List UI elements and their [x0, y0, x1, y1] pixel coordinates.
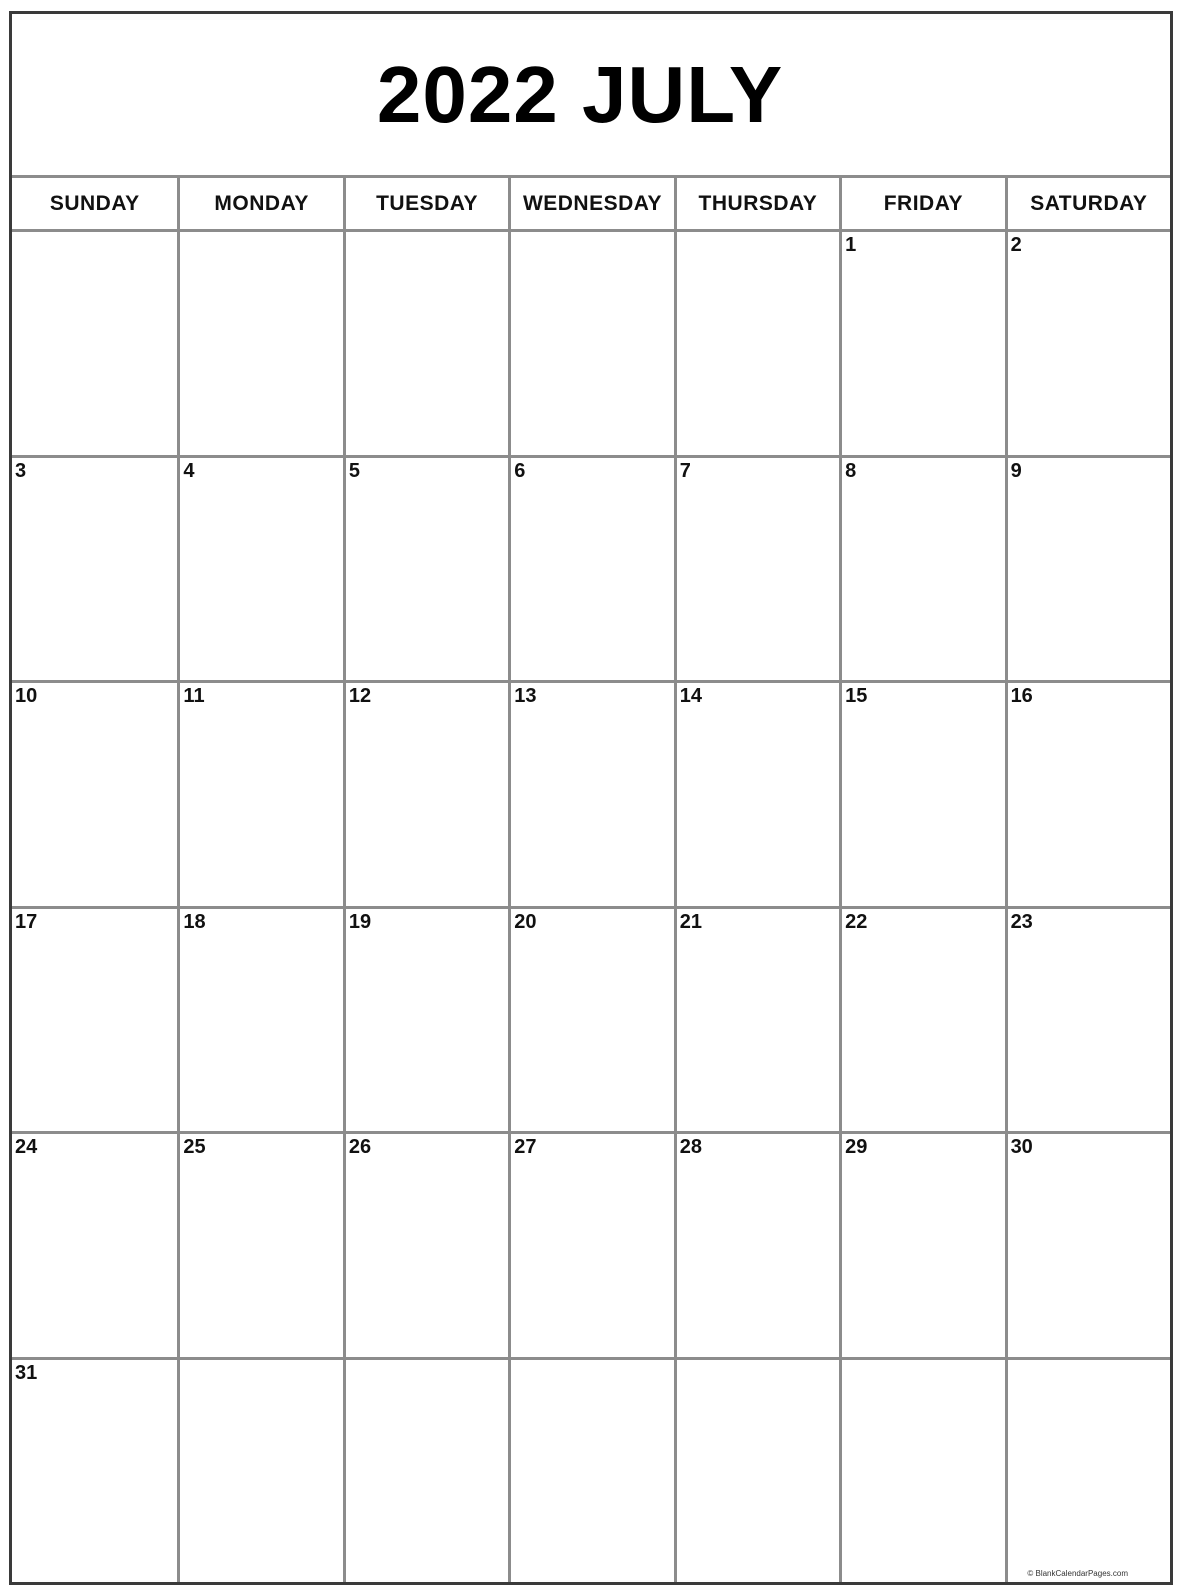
day-cell [343, 1357, 508, 1583]
day-cell [177, 1357, 342, 1583]
day-cell [508, 1357, 673, 1583]
day-cell [1005, 1131, 1170, 1357]
day-cell [674, 906, 839, 1132]
day-number: 28 [679, 1136, 702, 1158]
credit-text: © BlankCalendarPages.com [1027, 1569, 1128, 1578]
day-cell [508, 455, 673, 681]
day-cell [674, 229, 839, 455]
day-number: 10 [15, 685, 38, 707]
weekday-header-thursday: THURSDAY [674, 175, 839, 229]
day-cell [12, 1131, 177, 1357]
calendar-frame [9, 11, 1173, 1585]
day-number: 9 [1010, 459, 1022, 482]
day-number: 16 [1010, 685, 1033, 707]
day-number: 25 [183, 1136, 206, 1158]
day-cell [12, 1357, 177, 1583]
day-number: 27 [514, 1136, 537, 1158]
day-cell [508, 906, 673, 1132]
day-number: 31 [15, 1361, 38, 1384]
day-cell [839, 229, 1004, 455]
day-cell [839, 1131, 1004, 1357]
day-cell [839, 455, 1004, 681]
weekday-header-wednesday: WEDNESDAY [508, 175, 673, 229]
day-cell [343, 906, 508, 1132]
day-cell [343, 455, 508, 681]
day-number: 3 [15, 459, 27, 482]
weekday-header-saturday: SATURDAY [1005, 175, 1170, 229]
day-cell [1005, 906, 1170, 1132]
day-cell [1005, 229, 1170, 455]
day-number: 12 [348, 685, 372, 707]
day-cell [177, 906, 342, 1132]
day-cell [12, 680, 177, 906]
day-cell [1005, 680, 1170, 906]
day-number: 19 [348, 910, 372, 933]
day-cell [839, 1357, 1004, 1583]
title-bar [12, 14, 1170, 175]
day-cell [839, 906, 1004, 1132]
weekday-header-sunday: SUNDAY [12, 175, 177, 229]
day-cell [343, 1131, 508, 1357]
day-number: 1 [845, 234, 857, 256]
day-cell [1005, 1357, 1170, 1583]
day-number: 22 [845, 910, 868, 933]
day-number: 4 [183, 459, 195, 482]
day-number: 14 [679, 685, 702, 707]
day-cell [1005, 455, 1170, 681]
day-cell [674, 680, 839, 906]
day-number: 11 [183, 685, 205, 707]
day-number: 24 [15, 1136, 38, 1158]
day-number: 26 [348, 1136, 372, 1158]
day-number: 2 [1010, 234, 1022, 256]
day-cell [508, 680, 673, 906]
day-number: 13 [514, 685, 537, 707]
day-cell [674, 1357, 839, 1583]
day-number: 23 [1010, 910, 1033, 933]
day-cell [177, 229, 342, 455]
day-number: 18 [183, 910, 206, 933]
day-cell [12, 229, 177, 455]
day-cell [343, 680, 508, 906]
day-cell [343, 229, 508, 455]
day-number: 6 [514, 459, 526, 482]
day-cell [177, 680, 342, 906]
day-number: 7 [679, 459, 691, 482]
day-number: 20 [514, 910, 537, 933]
weekday-header-friday: FRIDAY [839, 175, 1004, 229]
day-cell [508, 1131, 673, 1357]
calendar-title: 2022 JULY [376, 49, 784, 139]
weekday-header-monday: MONDAY [177, 175, 342, 229]
day-cell [177, 1131, 342, 1357]
day-cell [12, 906, 177, 1132]
day-number: 17 [15, 910, 38, 933]
day-cell [12, 455, 177, 681]
day-cell [674, 1131, 839, 1357]
day-number: 29 [845, 1136, 868, 1158]
day-number: 15 [845, 685, 868, 707]
weekday-header-tuesday: TUESDAY [343, 175, 508, 229]
day-number: 30 [1010, 1136, 1033, 1158]
day-number: 8 [845, 459, 857, 482]
day-number: 5 [348, 459, 360, 482]
day-cell [674, 455, 839, 681]
day-cell [177, 455, 342, 681]
day-number: 21 [679, 910, 702, 933]
day-cell [839, 680, 1004, 906]
day-cell [508, 229, 673, 455]
calendar-grid [12, 175, 1170, 1582]
